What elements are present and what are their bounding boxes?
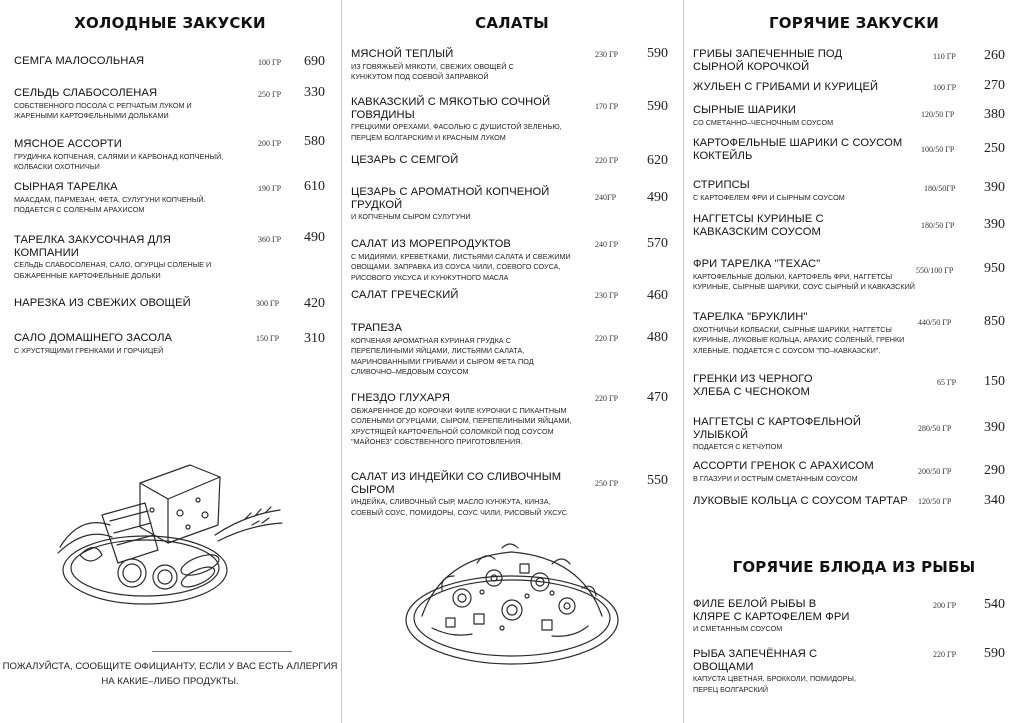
item-weight: 240 ГР — [595, 240, 619, 249]
item-price: 850 — [984, 314, 1005, 329]
item-name: КАРТОФЕЛЬНЫЕ ШАРИКИ С СОУСОМ КОКТЕЙЛЬ — [693, 137, 903, 162]
menu-item — [693, 81, 915, 94]
item-weight: 220 ГР — [933, 650, 957, 659]
item-price: 950 — [984, 261, 1005, 276]
item-name: ЦЕЗАРЬ С АРОМАТНОЙ КОПЧЕНОЙ ГРУДКОЙ — [351, 186, 550, 211]
item-description: ОХОТНИЧЬИ КОЛБАСКИ, СЫРНЫЕ ШАРИКИ, НАГГЕТСЫ КУРИНЫЕ, ЛУКОВЫЕ КОЛЬЦА, АРАХИС СОЛЕНЫЙ, ГРЕНКИ ХЛЕБНЫЕ. ПОДАЕТСЯ С СОУСОМ "ПО–КАВКАЗСКИ". — [693, 324, 905, 355]
section-title-cold-appetizers: ХОЛОДНЫЕ ЗАКУСКИ — [74, 14, 266, 32]
item-name: МЯСНОЙ ТЕПЛЫЙ — [351, 48, 454, 60]
item-name: ЖУЛЬЕН С ГРИБАМИ И КУРИЦЕЙ — [693, 81, 879, 93]
item-name: НАГГЕТСЫ С КАРТОФЕЛЬНОЙ УЛЫБКОЙ — [693, 416, 861, 441]
item-name: САЛАТ ГРЕЧЕСКИЙ — [351, 289, 459, 301]
item-description: КОПЧЕНАЯ АРОМАТНАЯ КУРИНАЯ ГРУДКА С ПЕРЕПЕЛИНЫМИ ЯЙЦАМИ, ЛИСТЬЯМИ САЛАТА, МАРИНОВАННЫМИ ГРИБАМИ И СЫРОМ ФЕТА ПОД СЛИВОЧНО–МЕДОВЫМ СОУСОМ — [351, 335, 534, 377]
item-price: 150 — [984, 374, 1005, 389]
item-description: ИЗ ГОВЯЖЬЕЙ МЯКОТИ, СВЕЖИХ ОВОЩЕЙ С КУНЖУТОМ ПОД СОЕВОЙ ЗАПРАВКОЙ — [351, 61, 514, 82]
item-description: И КОПЧЕНЫМ СЫРОМ СУЛУГУНИ — [351, 212, 471, 221]
item-price: 460 — [647, 288, 668, 303]
hot-appetizers-column — [684, 0, 1024, 723]
menu-item — [14, 87, 234, 122]
menu-item — [14, 297, 242, 310]
item-description: С КАРТОФЕЛЕМ ФРИ И СЫРНЫМ СОУСОМ — [693, 192, 845, 202]
item-price: 290 — [984, 463, 1005, 478]
menu-item — [351, 96, 581, 143]
item-weight: 240ГР — [595, 193, 617, 202]
item-price: 490 — [647, 190, 668, 205]
menu-item — [693, 104, 915, 128]
menu-item — [693, 48, 893, 73]
item-price: 480 — [647, 330, 668, 345]
item-weight: 250 ГР — [258, 90, 282, 99]
item-description: С МИДИЯМИ, КРЕВЕТКАМИ, ЛИСТЬЯМИ САЛАТА И СВЕЖИМИ ОВОЩАМИ. ЗАПРАВКА ИЗ СОУСА ЧИЛИ, СОЕВОГО СОУСА, РИСОВОГО УКСУСА И КУНЖУТНОГО МАСЛА — [351, 251, 571, 282]
menu-item — [693, 416, 915, 453]
salad-bowl-illustration — [402, 538, 627, 673]
menu-item — [693, 460, 915, 484]
menu-item — [693, 598, 853, 635]
item-name: ТРАПЕЗА — [351, 322, 403, 334]
menu-item — [693, 213, 843, 238]
item-name: СЕЛЬДЬ СЛАБОСОЛЕНАЯ — [14, 87, 158, 99]
item-weight: 110 ГР — [933, 52, 956, 61]
item-name: САЛАТ ИЗ ИНДЕЙКИ СО СЛИВОЧНЫМ СЫРОМ — [351, 471, 562, 496]
item-name: СТРИПСЫ — [693, 179, 750, 191]
item-price: 390 — [984, 217, 1005, 232]
item-weight: 220 ГР — [595, 334, 619, 343]
item-weight: 100 ГР — [258, 58, 282, 67]
item-name: СЕМГА МАЛОСОЛЬНАЯ — [14, 55, 145, 67]
section-title-salads: САЛАТЫ — [475, 14, 549, 32]
section-title-hot-fish: ГОРЯЧИЕ БЛЮДА ИЗ РЫБЫ — [732, 558, 976, 576]
item-weight: 550/100 ГР — [916, 266, 954, 275]
item-name: МЯСНОЕ АССОРТИ — [14, 138, 122, 150]
allergy-notice: ПОЖАЛУЙСТА, СООБЩИТЕ ОФИЦИАНТУ, ЕСЛИ У ВАС ЕСТЬ АЛЛЕРГИЯ НА КАКИЕ–ЛИБО ПРОДУКТЫ. — [2, 661, 338, 687]
item-weight: 100 ГР — [933, 83, 957, 92]
item-name: ТАРЕЛКА "БРУКЛИН" — [693, 311, 808, 323]
item-description: С ХРУСТЯЩИМИ ГРЕНКАМИ И ГОРЧИЦЕЙ — [14, 345, 164, 355]
item-name: САЛО ДОМАШНЕГО ЗАСОЛА — [14, 332, 173, 344]
menu-item — [351, 186, 551, 223]
menu-item — [351, 289, 576, 302]
menu-item — [14, 138, 229, 173]
menu-item — [693, 311, 908, 356]
item-name: СЫРНЫЕ ШАРИКИ — [693, 104, 797, 116]
cold-appetizers-column — [0, 0, 340, 723]
item-price: 310 — [304, 331, 325, 346]
menu-item — [351, 471, 576, 518]
item-description: ИНДЕЙКА, СЛИВОЧНЫЙ СЫР, МАСЛО КУНЖУТА, КИНЗА, СОЕВЫЙ СОУС, ПОМИДОРЫ, СОУС ЧИЛИ, РИСОВЫЙ УКСУС — [351, 497, 568, 517]
menu-item — [693, 137, 903, 162]
item-price: 340 — [984, 493, 1005, 508]
item-price: 540 — [984, 597, 1005, 612]
notice-divider — [152, 651, 292, 652]
item-price: 270 — [984, 78, 1005, 93]
item-price: 590 — [984, 646, 1005, 661]
item-weight: 220 ГР — [595, 156, 619, 165]
item-name: ТАРЕЛКА ЗАКУСОЧНАЯ ДЛЯ КОМПАНИИ — [14, 234, 171, 259]
item-name: СЫРНАЯ ТАРЕЛКА — [14, 181, 118, 193]
item-name: ГРЕНКИ ИЗ ЧЕРНОГО ХЛЕБА С ЧЕСНОКОМ — [693, 373, 813, 398]
item-name: РЫБА ЗАПЕЧЁННАЯ С ОВОЩАМИ — [693, 648, 818, 673]
item-description: ГРЕЦКИМИ ОРЕХАМИ, ФАСОЛЬЮ С ДУШИСТОЙ ЗЕЛЕНЬЮ, ПЕРЦЕМ БОЛГАРСКИМ И КРАСНЫМ ЛУКОМ — [351, 122, 562, 142]
item-weight: 440/50 ГР — [918, 318, 952, 327]
item-weight: 220 ГР — [595, 394, 619, 403]
item-price: 490 — [304, 230, 325, 245]
item-weight: 230 ГР — [595, 291, 619, 300]
menu-item — [14, 234, 219, 281]
charcuterie-board-illustration — [40, 455, 285, 615]
item-weight: 200/50 ГР — [918, 467, 952, 476]
menu-item — [693, 648, 868, 695]
item-description: СО СМЕТАННО–ЧЕСНОЧНЫМ СОУСОМ — [693, 117, 834, 127]
item-price: 620 — [647, 153, 668, 168]
item-name: КАВКАЗСКИЙ С МЯКОТЬЮ СОЧНОЙ ГОВЯДИНЫ — [351, 96, 551, 121]
item-description: КАПУСТА ЦВЕТНАЯ, БРОККОЛИ, ПОМИДОРЫ, ПЕРЕЦ БОЛГАРСКИЙ — [693, 674, 856, 694]
item-description: СЕЛЬДЬ СЛАБОСОЛЕНАЯ, САЛО, ОГУРЦЫ СОЛЕНЫЕ И ОБЖАРЕННЫЕ КАРТОФЕЛЬНЫЕ ДОЛЬКИ — [14, 260, 212, 280]
section-title-hot-appetizers: ГОРЯЧИЕ ЗАКУСКИ — [769, 14, 939, 32]
item-weight: 200 ГР — [933, 601, 957, 610]
salads-column — [342, 0, 682, 723]
item-weight: 170 ГР — [595, 102, 619, 111]
item-weight: 120/50 ГР — [921, 110, 955, 119]
item-description: ПОДАЕТСЯ С КЕТЧУПОМ — [693, 442, 783, 451]
item-price: 590 — [647, 46, 668, 61]
item-name: ГРИБЫ ЗАПЕЧЕННЫЕ ПОД СЫРНОЙ КОРОЧКОЙ — [693, 48, 843, 73]
item-description: В ГЛАЗУРИ И ОСТРЫМ СМЕТАННЫМ СОУСОМ — [693, 473, 858, 483]
item-price: 690 — [304, 54, 325, 69]
menu-item — [14, 332, 242, 356]
item-description: И СМЕТАННЫМ СОУСОМ — [693, 624, 783, 633]
menu-item — [14, 55, 242, 68]
item-description: СОБСТВЕННОГО ПОСОЛА С РЕПЧАТЫМ ЛУКОМ И ЖАРЕНЫМИ КАРТОФЕЛЬНЫМИ ДОЛЬКАМИ — [14, 100, 192, 121]
item-name: АССОРТИ ГРЕНОК С АРАХИСОМ — [693, 460, 874, 472]
item-weight: 250 ГР — [595, 479, 619, 488]
menu-item — [693, 258, 915, 293]
item-description: ГРУДИНКА КОПЧЕНАЯ, САЛЯМИ И КАРБОНАД КОПЧЕНЫЙ, КОЛБАСКИ ОХОТНИЧЬИ — [14, 151, 224, 172]
item-weight: 200 ГР — [258, 139, 282, 148]
menu-item — [693, 495, 915, 508]
item-price: 250 — [984, 141, 1005, 156]
item-weight: 180/50ГР — [924, 184, 956, 193]
item-weight: 230 ГР — [595, 50, 619, 59]
item-price: 580 — [304, 134, 325, 149]
item-price: 330 — [304, 85, 325, 100]
item-price: 380 — [984, 107, 1005, 122]
item-description: ОБЖАРЕННОЕ ДО КОРОЧКИ ФИЛЕ КУРОЧКИ С ПИКАНТНЫМ СОЛЕНЫМИ ОГУРЦАМИ, СЫРОМ, ПЕРЕПЕЛИНЫМИ ЯЙЦАМИ, ХРУСТЯЩЕЙ КАРТОФЕЛЬНОЙ СОЛОМКОЙ ПОД СОУСОМ "МАЙОНЕЗ" СОБСТВЕННОГО ПРИГОТОВЛЕНИЯ. — [351, 405, 572, 447]
menu-item — [351, 154, 581, 167]
item-weight: 360 ГР — [258, 235, 282, 244]
item-price: 390 — [984, 180, 1005, 195]
item-name: НАРЕЗКА ИЗ СВЕЖИХ ОВОЩЕЙ — [14, 297, 191, 309]
item-weight: 100/50 ГР — [921, 145, 955, 154]
item-price: 470 — [647, 390, 668, 405]
item-name: ГНЕЗДО ГЛУХАРЯ — [351, 392, 450, 404]
item-weight: 180/50 ГР — [921, 221, 955, 230]
item-weight: 120/50 ГР — [918, 497, 952, 506]
item-name: НАГГЕТСЫ КУРИНЫЕ С КАВКАЗСКИМ СОУСОМ — [693, 213, 824, 238]
item-price: 610 — [304, 179, 325, 194]
item-price: 570 — [647, 236, 668, 251]
menu-item — [351, 238, 576, 283]
item-price: 260 — [984, 48, 1005, 63]
menu-item — [351, 322, 573, 378]
item-price: 420 — [304, 296, 325, 311]
item-name: ФИЛЕ БЕЛОЙ РЫБЫ В КЛЯРЕ С КАРТОФЕЛЕМ ФРИ — [693, 598, 850, 623]
item-price: 550 — [647, 473, 668, 488]
item-price: 590 — [647, 99, 668, 114]
item-name: САЛАТ ИЗ МОРЕПРОДУКТОВ — [351, 238, 511, 250]
item-weight: 150 ГР — [256, 334, 280, 343]
menu-item — [351, 48, 556, 83]
item-price: 390 — [984, 420, 1005, 435]
item-weight: 65 ГР — [937, 378, 957, 387]
menu-item — [693, 179, 915, 203]
item-description: МААСДАМ, ПАРМЕЗАН, ФЕТА, СУЛУГУНИ КОПЧЕНЫЙ. ПОДАЕТСЯ С СОЛЕНЫМ АРАХИСОМ — [14, 194, 206, 215]
menu-item — [351, 392, 573, 448]
item-name: ЦЕЗАРЬ С СЕМГОЙ — [351, 154, 459, 166]
item-weight: 300 ГР — [256, 299, 280, 308]
item-name: ЛУКОВЫЕ КОЛЬЦА С СОУСОМ ТАРТАР — [693, 495, 908, 507]
item-weight: 280/50 ГР — [918, 424, 952, 433]
item-description: КАРТОФЕЛЬНЫЕ ДОЛЬКИ, КАРТОФЕЛЬ ФРИ, НАГГЕТСЫ КУРИНЫЕ, СЫРНЫЕ ШАРИКИ, СОУС СЫРНЫЙ И КАВКАЗСКИЙ — [693, 271, 916, 292]
menu-item — [693, 373, 853, 398]
item-weight: 190 ГР — [258, 184, 282, 193]
menu-item — [14, 181, 214, 216]
item-name: ФРИ ТАРЕЛКА "ТЕХАС" — [693, 258, 821, 270]
